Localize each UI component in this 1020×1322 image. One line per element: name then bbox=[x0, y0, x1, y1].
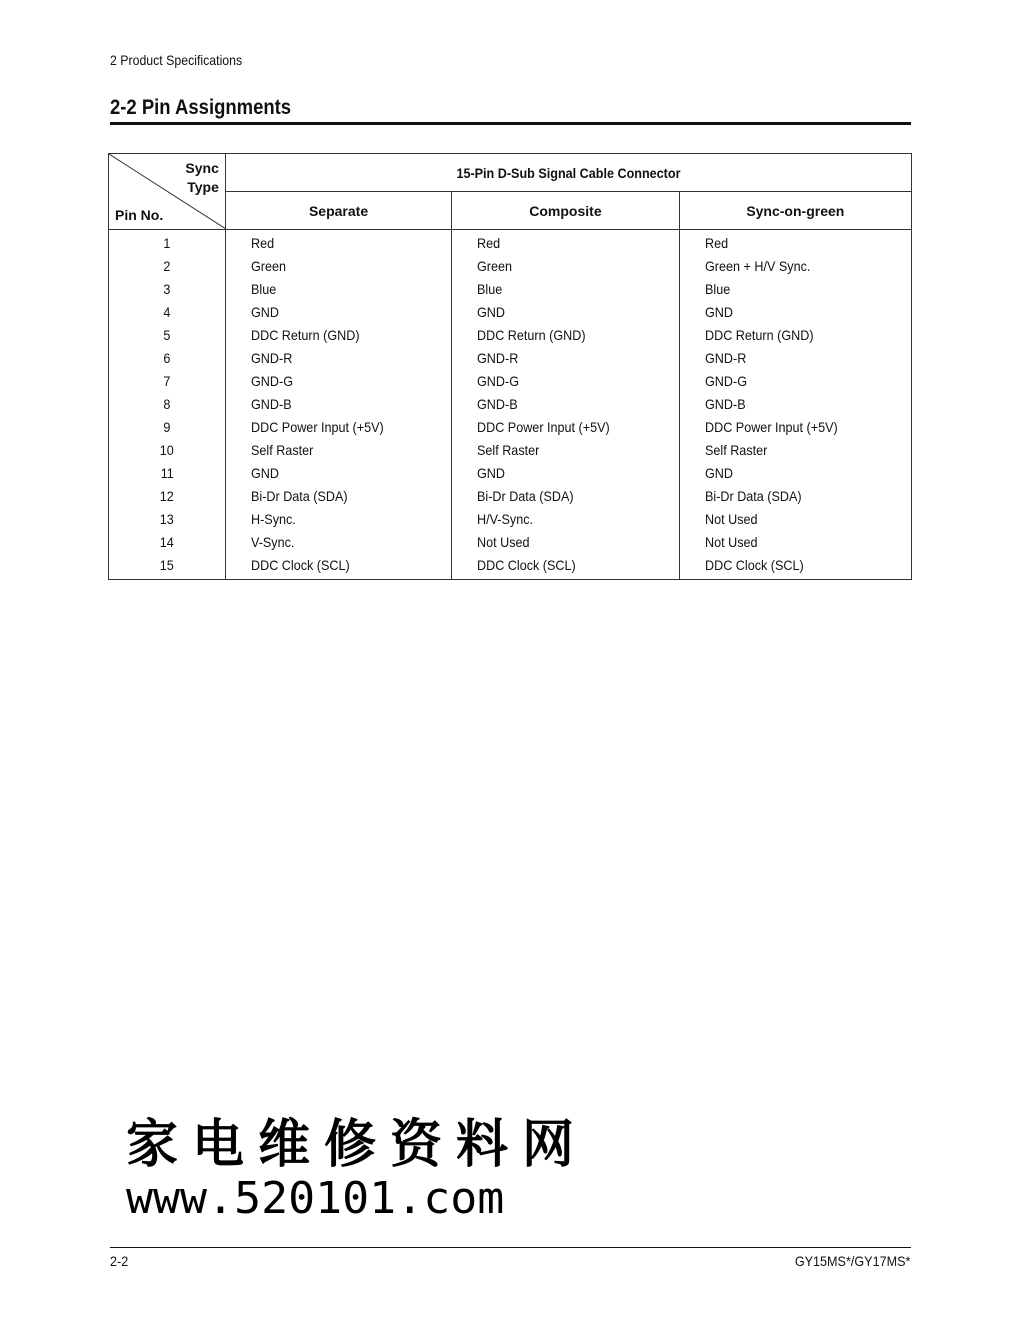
pin-number-cell bbox=[109, 370, 226, 393]
watermark-chinese-text: 家电维修资料网 bbox=[126, 1114, 589, 1175]
watermark-url: www.520101.com bbox=[126, 1173, 505, 1224]
pin-number-cell bbox=[109, 324, 226, 347]
pin-assignment-table bbox=[108, 153, 912, 580]
pin-number-cell bbox=[109, 255, 226, 278]
composite-cell-text: GND bbox=[477, 465, 506, 481]
sync-on-green-cell bbox=[679, 508, 911, 531]
pin-number-cell-text: 6 bbox=[163, 350, 171, 366]
separate-cell-text: Blue bbox=[250, 281, 277, 297]
separate-cell-text: H-Sync. bbox=[250, 511, 296, 527]
sync-on-green-cell bbox=[679, 485, 911, 508]
separate-cell bbox=[225, 255, 451, 278]
pin-number-cell-text: 2 bbox=[163, 258, 171, 274]
separate-cell bbox=[225, 554, 451, 580]
sync-on-green-cell bbox=[679, 278, 911, 301]
composite-cell-text: GND-R bbox=[477, 350, 519, 366]
sync-on-green-cell bbox=[679, 301, 911, 324]
pin-number-cell bbox=[109, 230, 226, 256]
sync-on-green-cell-text: Red bbox=[704, 235, 728, 251]
separate-cell-text: GND-G bbox=[250, 373, 293, 389]
footer-rule bbox=[110, 1247, 911, 1248]
corner-header-cell bbox=[109, 154, 226, 230]
footer-page-number: 2-2 bbox=[110, 1253, 129, 1269]
separate-cell bbox=[225, 278, 451, 301]
composite-cell bbox=[452, 347, 679, 370]
pin-table-body bbox=[109, 230, 912, 580]
pin-number-cell bbox=[109, 278, 226, 301]
pin-number-cell bbox=[109, 439, 226, 462]
table-row bbox=[109, 462, 912, 485]
pin-number-cell-text: 10 bbox=[159, 442, 174, 458]
separate-cell bbox=[225, 508, 451, 531]
corner-sync-label: Sync bbox=[185, 160, 219, 176]
table-row bbox=[109, 370, 912, 393]
running-head: 2 Product Specifications bbox=[110, 52, 243, 68]
separate-cell-text: GND-R bbox=[250, 350, 293, 366]
separate-cell-text: DDC Clock (SCL) bbox=[250, 557, 350, 573]
separate-cell-text: DDC Return (GND) bbox=[250, 327, 360, 343]
separate-cell-text: Self Raster bbox=[250, 442, 314, 458]
composite-cell bbox=[452, 554, 679, 580]
column-header-composite-label: Composite bbox=[529, 202, 602, 219]
table-row bbox=[109, 508, 912, 531]
pin-number-cell bbox=[109, 347, 226, 370]
sync-on-green-cell bbox=[679, 439, 911, 462]
pin-number-cell-text: 8 bbox=[163, 396, 171, 412]
sync-on-green-cell-text: GND bbox=[704, 465, 733, 481]
separate-cell bbox=[225, 347, 451, 370]
footer-model: GY15MS*/GY17MS* bbox=[794, 1253, 910, 1269]
pin-number-cell-text: 13 bbox=[159, 511, 174, 527]
table-row bbox=[109, 278, 912, 301]
table-row bbox=[109, 347, 912, 370]
composite-cell-text: DDC Clock (SCL) bbox=[477, 557, 576, 573]
composite-cell bbox=[452, 255, 679, 278]
composite-cell bbox=[452, 278, 679, 301]
watermark-logo bbox=[126, 1114, 589, 1230]
composite-cell-text: Not Used bbox=[477, 534, 530, 550]
separate-cell-text: Bi-Dr Data (SDA) bbox=[250, 488, 348, 504]
sync-on-green-cell-text: Not Used bbox=[704, 511, 758, 527]
sync-on-green-cell-text: DDC Power Input (+5V) bbox=[704, 419, 838, 435]
separate-cell bbox=[225, 531, 451, 554]
pin-number-cell-text: 7 bbox=[163, 373, 171, 389]
corner-sync-type-label bbox=[185, 159, 218, 197]
composite-cell-text: Self Raster bbox=[477, 442, 540, 458]
table-row bbox=[109, 301, 912, 324]
table-row bbox=[109, 416, 912, 439]
sync-on-green-cell-text: DDC Return (GND) bbox=[704, 327, 814, 343]
pin-number-cell-text: 1 bbox=[163, 235, 171, 251]
sync-on-green-cell-text: GND-G bbox=[704, 373, 747, 389]
separate-cell bbox=[225, 462, 451, 485]
connector-title-header bbox=[225, 154, 911, 192]
composite-cell bbox=[452, 301, 679, 324]
sync-on-green-cell-text: GND bbox=[704, 304, 733, 320]
sync-on-green-cell-text: GND-B bbox=[704, 396, 746, 412]
sync-on-green-cell bbox=[679, 347, 911, 370]
composite-cell bbox=[452, 439, 679, 462]
composite-cell bbox=[452, 462, 679, 485]
pin-number-cell-text: 11 bbox=[160, 465, 174, 481]
sync-on-green-cell-text: Green + H/V Sync. bbox=[704, 258, 811, 274]
composite-cell bbox=[452, 393, 679, 416]
table-row bbox=[109, 554, 912, 580]
pin-number-cell bbox=[109, 485, 226, 508]
separate-cell-text: GND-B bbox=[250, 396, 292, 412]
table-row bbox=[109, 255, 912, 278]
column-header-sync-on-green bbox=[679, 192, 911, 230]
table-row bbox=[109, 230, 912, 256]
column-header-separate bbox=[225, 192, 451, 230]
pin-number-cell bbox=[109, 508, 226, 531]
separate-cell-text: DDC Power Input (+5V) bbox=[250, 419, 384, 435]
composite-cell bbox=[452, 531, 679, 554]
sync-on-green-cell bbox=[679, 416, 911, 439]
separate-cell-text: GND bbox=[250, 304, 279, 320]
pin-number-cell bbox=[109, 393, 226, 416]
composite-cell-text: DDC Power Input (+5V) bbox=[477, 419, 610, 435]
pin-number-cell-text: 15 bbox=[159, 557, 174, 573]
sync-on-green-cell-text: Blue bbox=[704, 281, 730, 297]
composite-cell-text: GND bbox=[477, 304, 506, 320]
corner-type-label: Type bbox=[187, 179, 219, 195]
column-header-composite bbox=[452, 192, 679, 230]
sync-on-green-cell bbox=[679, 370, 911, 393]
composite-cell-text: Blue bbox=[477, 281, 503, 297]
composite-cell bbox=[452, 324, 679, 347]
separate-cell bbox=[225, 230, 451, 256]
composite-cell bbox=[452, 485, 679, 508]
sync-on-green-cell bbox=[679, 230, 911, 256]
pin-number-cell-text: 4 bbox=[163, 304, 171, 320]
composite-cell-text: GND-G bbox=[477, 373, 520, 389]
sync-on-green-cell bbox=[679, 393, 911, 416]
composite-cell bbox=[452, 230, 679, 256]
pin-number-cell bbox=[109, 301, 226, 324]
table-row bbox=[109, 393, 912, 416]
separate-cell bbox=[225, 324, 451, 347]
table-row bbox=[109, 324, 912, 347]
table-row bbox=[109, 485, 912, 508]
separate-cell-text: V-Sync. bbox=[250, 534, 295, 550]
column-header-separate-label: Separate bbox=[308, 202, 369, 219]
composite-cell bbox=[452, 508, 679, 531]
separate-cell bbox=[225, 370, 451, 393]
sync-on-green-cell bbox=[679, 554, 911, 580]
sync-on-green-cell bbox=[679, 255, 911, 278]
sync-on-green-cell-text: DDC Clock (SCL) bbox=[704, 557, 804, 573]
separate-cell-text: GND bbox=[250, 465, 279, 481]
pin-number-cell bbox=[109, 531, 226, 554]
separate-cell bbox=[225, 485, 451, 508]
composite-cell-text: Red bbox=[477, 235, 501, 251]
pin-number-cell-text: 12 bbox=[159, 488, 174, 504]
pin-number-cell-text: 9 bbox=[163, 419, 171, 435]
composite-cell-text: Green bbox=[477, 258, 513, 274]
table-row bbox=[109, 439, 912, 462]
pin-number-cell-text: 14 bbox=[159, 534, 174, 550]
separate-cell bbox=[225, 301, 451, 324]
composite-cell-text: GND-B bbox=[477, 396, 518, 412]
sync-on-green-cell bbox=[679, 462, 911, 485]
separate-cell bbox=[225, 439, 451, 462]
separate-cell-text: Red bbox=[250, 235, 274, 251]
pin-number-cell bbox=[109, 462, 226, 485]
composite-cell bbox=[452, 416, 679, 439]
column-header-sync-on-green-label: Sync-on-green bbox=[746, 202, 845, 219]
sync-on-green-cell-text: Self Raster bbox=[704, 442, 767, 458]
section-title: 2-2 Pin Assignments bbox=[110, 96, 292, 119]
title-rule bbox=[110, 122, 911, 125]
sync-on-green-cell bbox=[679, 324, 911, 347]
sync-on-green-cell-text: Not Used bbox=[704, 534, 758, 550]
connector-title: 15-Pin D-Sub Signal Cable Connector bbox=[456, 164, 681, 181]
pin-number-cell bbox=[109, 554, 226, 580]
composite-cell-text: H/V-Sync. bbox=[477, 511, 534, 527]
sync-on-green-cell-text: GND-R bbox=[704, 350, 746, 366]
composite-cell-text: DDC Return (GND) bbox=[477, 327, 586, 343]
corner-pin-no-label: Pin No. bbox=[115, 207, 164, 223]
separate-cell bbox=[225, 393, 451, 416]
composite-cell-text: Bi-Dr Data (SDA) bbox=[477, 488, 574, 504]
pin-number-cell-text: 5 bbox=[163, 327, 171, 343]
composite-cell bbox=[452, 370, 679, 393]
table-row bbox=[109, 531, 912, 554]
sync-on-green-cell-text: Bi-Dr Data (SDA) bbox=[704, 488, 802, 504]
separate-cell-text: Green bbox=[250, 258, 286, 274]
sync-on-green-cell bbox=[679, 531, 911, 554]
pin-number-cell-text: 3 bbox=[163, 281, 171, 297]
separate-cell bbox=[225, 416, 451, 439]
pin-number-cell bbox=[109, 416, 226, 439]
